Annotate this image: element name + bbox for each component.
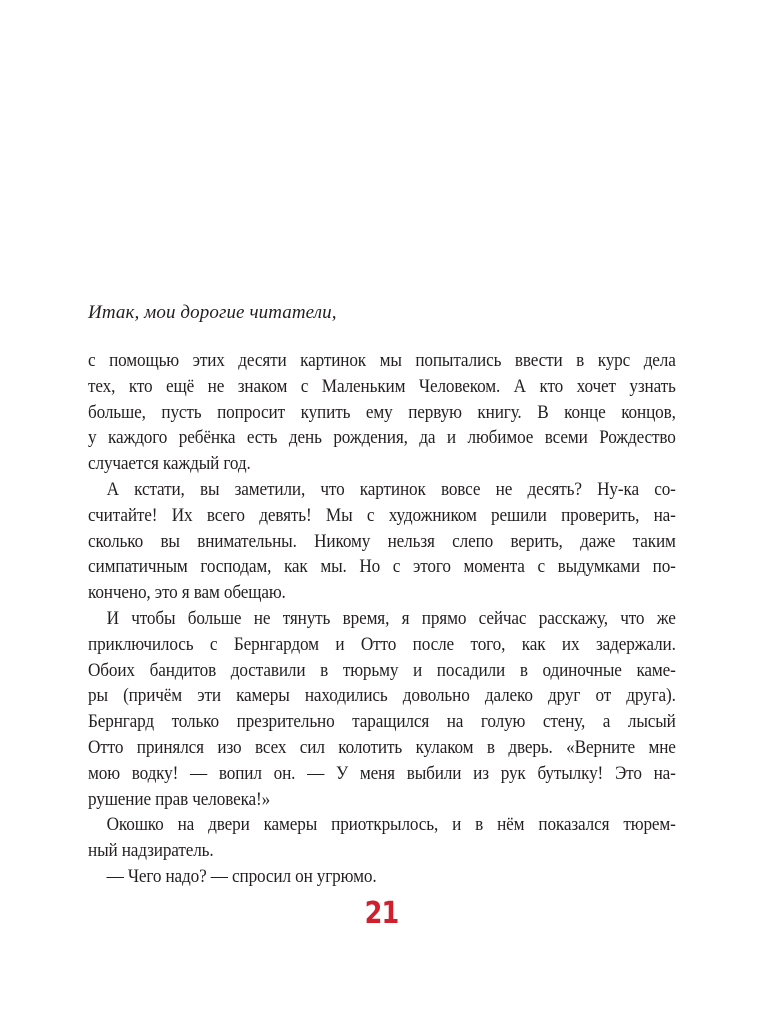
- text-line: с помощью этих десяти картинок мы попытались ввести в курс дела: [88, 351, 676, 371]
- salutation: Итак, мои дорогие читатели,: [88, 302, 337, 323]
- text-line: Бернгард только презрительно таращился на голую стену, а лысый: [88, 712, 676, 733]
- text-line: Обоих бандитов доставили в тюрьму и посадили в одиночные каме-: [88, 660, 676, 681]
- page-number: 21: [364, 896, 399, 931]
- paragraph: [88, 813, 676, 865]
- text-line: случается каждый год.: [88, 454, 251, 475]
- text-line: А кстати, вы заметили, что картинок вовсе не десять? Ну-ка со-: [106, 479, 676, 500]
- text-line: ры (причём эти камеры находились довольно далеко друг от друга).: [88, 686, 676, 707]
- paragraph: [88, 865, 676, 891]
- text-line: — Чего надо? — спросил он угрюмо.: [106, 866, 377, 887]
- text-line: симпатичным господам, как мы. Но с этого момента с выдумками по-: [88, 557, 676, 578]
- text-line: Отто принялся изо всех сил колотить кулаком в дверь. «Верните мне: [88, 737, 676, 758]
- paragraph: [88, 349, 676, 478]
- text-line: у каждого ребёнка есть день рождения, да и любимое всеми Рождество: [88, 428, 676, 449]
- paragraph: [88, 607, 676, 813]
- text-line: рушение прав человека!»: [88, 789, 271, 810]
- text-line: больше, пусть попросит купить ему первую книгу. В конце концов,: [88, 402, 676, 423]
- paragraph: [88, 478, 676, 607]
- text-line: кончено, это я вам обещаю.: [88, 583, 286, 604]
- text-line: считайте! Их всего девять! Мы с художником решили проверить, на-: [88, 505, 676, 526]
- text-line: приключилось с Бернгардом и Отто после того, как их задержали.: [88, 634, 676, 655]
- body-text: [88, 349, 676, 891]
- text-line: И чтобы больше не тянуть время, я прямо сейчас расскажу, что же: [106, 608, 676, 629]
- text-line: тех, кто ещё не знаком с Маленьким Человеком. А кто хочет узнать: [88, 376, 676, 397]
- text-line: сколько вы внимательны. Никому нельзя слепо верить, даже таким: [88, 531, 676, 552]
- text-line: ный надзиратель.: [88, 841, 214, 862]
- text-line: мою водку! — вопил он. — У меня выбили из рук бутылку! Это на-: [88, 763, 676, 784]
- text-line: Окошко на двери камеры приоткрылось, и в нём показался тюрем-: [106, 815, 676, 836]
